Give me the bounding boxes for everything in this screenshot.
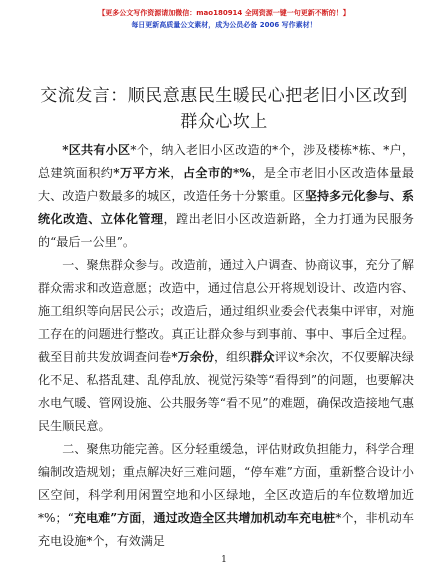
emphasis-text: *万平方米 <box>113 166 171 180</box>
text-segment: *个，纳入老旧小区改造的*个，涉及楼栋*栋、*户，总建筑面积约 <box>38 143 414 180</box>
emphasis-text: 通过改造全区共增加机动车充电桩 <box>153 511 336 525</box>
text-segment: ，是全市老旧小区改造体量最大、改造户数最多的城区，改造任务十分繁重。区 <box>38 166 414 203</box>
emphasis-text: *万余份 <box>171 350 215 364</box>
document-title: 交流发言：顺民意惠民生暖民心把老旧小区改到群众心坎上 <box>40 86 408 132</box>
text-segment: 二、聚焦功能完善。区分轻重缓急，评估财政负担能力，科学合理编制改造规划；重点解决好三难问题，“停车难”方面，重新整合设计小区空间，科学利用闲置空地和小区绿地，全区改造后的车位数增加近*%；“ <box>38 442 414 525</box>
emphasis-text: 群众 <box>250 350 275 364</box>
paragraph-section-2 <box>38 438 414 553</box>
text-segment: 评议*余次，不仅要解决绿化不足、私搭乱建、乱停乱放、视觉污染等“看得到”的问题，也要解决水电气暖、管网设施、公共服务等“看不见”的难题，确保改造接地气惠民生顺民意。 <box>38 350 414 433</box>
banner-line-2: 每日更新高质量公文素材，成为公员必备 2006 写作素材！ <box>131 21 317 29</box>
page-number: 1 <box>221 555 227 565</box>
text-segment: ， <box>170 166 183 180</box>
emphasis-text: 坚持多元化参与、系统化改造、立体化管理 <box>38 189 414 226</box>
text-segment: ，组织 <box>214 350 251 364</box>
text-segment: 一、聚焦群众参与。改造前，通过入户调查、协商议事，充分了解群众需求和改造意愿；改造中，通过信息公开将规划设计、改造内容、施工组织等向居民公示；改造后，通过组织业委会代表集中评审，对施工存在的问题进行整改。真正让群众参与到事前、事中、事后全过程。截至目前共发放调查问卷 <box>38 258 414 364</box>
resource-banner <box>0 7 448 31</box>
text-segment: ， <box>141 511 154 525</box>
document-body <box>38 139 414 553</box>
emphasis-text: *区共有小区 <box>62 143 131 157</box>
paragraph-intro <box>38 139 414 254</box>
banner-line-1: 【更多公文写作资源请加微信：mao180914 全网资源一键一句更新不断的！】 <box>98 9 350 17</box>
text-segment: *个，非机动车充电设施*个，有效满足 <box>38 511 414 548</box>
text-segment: ，蹚出老旧小区改造新路，全力打通为民服务的“最后一公里”。 <box>38 212 414 249</box>
emphasis-text: 充电难”方面 <box>73 511 142 525</box>
paragraph-section-1 <box>38 254 414 438</box>
emphasis-text: 占全市的*% <box>182 166 251 180</box>
